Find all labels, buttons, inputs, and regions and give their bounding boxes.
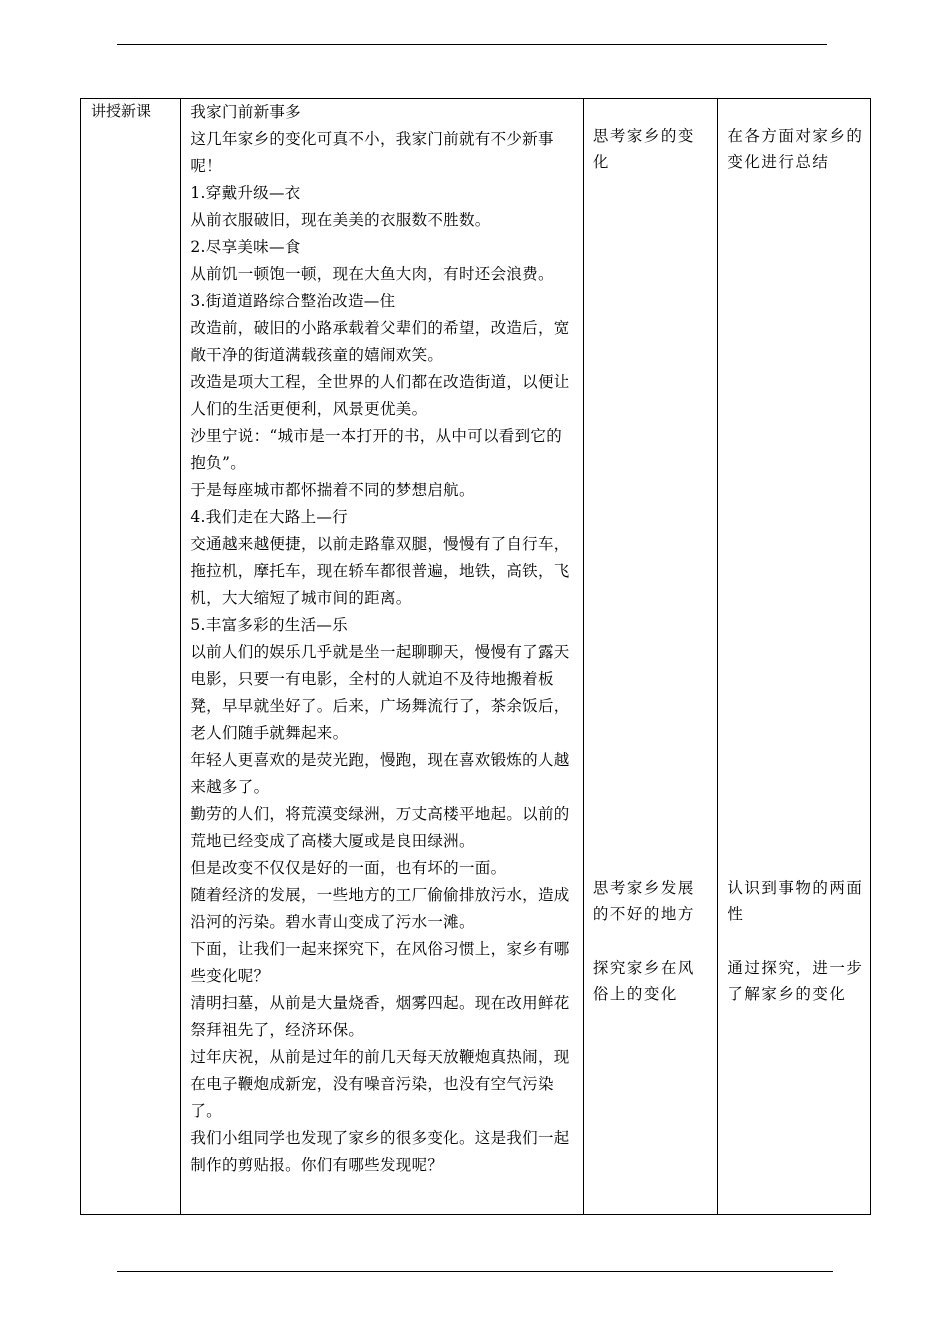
stage-label: 讲授新课 <box>91 102 152 120</box>
lesson-table <box>80 98 871 1215</box>
content-paragraph: 交通越来越便捷，以前走路靠双腿，慢慢有了自行车，拖拉机，摩托车，现在轿车都很普遍，地铁，高铁，飞机，大大缩短了城市间的距离。 <box>190 535 570 607</box>
stage-cell <box>81 99 181 1215</box>
student-activity-note: 思考家乡发展的不好的地方 <box>592 879 695 923</box>
student-activity-note: 思考家乡的变化 <box>592 127 695 171</box>
student-activity-note: 探究家乡在风俗上的变化 <box>592 959 695 1003</box>
footer-rule <box>117 1271 833 1272</box>
header-rule <box>117 44 827 45</box>
content-heading: 4.我们走在大路上—行 <box>190 508 348 526</box>
student-activity-cell <box>583 99 718 1215</box>
content-paragraph: 改造是项大工程，全世界的人们都在改造街道，以便让人们的生活更便利，风景更优美。 <box>190 373 570 418</box>
content-paragraph: 年轻人更喜欢的是荧光跑，慢跑，现在喜欢锻炼的人越来越多了。 <box>190 751 570 796</box>
design-intent-cell <box>718 99 871 1215</box>
table-row <box>81 99 871 1215</box>
content-cell <box>181 99 584 1215</box>
design-intent-note: 认识到事物的两面性 <box>727 879 864 923</box>
content-paragraph: 随着经济的发展，一些地方的工厂偷偷排放污水，造成沿河的污染。碧水青山变成了污水一滩。 <box>190 886 570 931</box>
content-paragraph: 清明扫墓，从前是大量烧香，烟雾四起。现在改用鲜花祭拜祖先了，经济环保。 <box>190 994 570 1039</box>
content-heading: 2.尽享美味—食 <box>190 238 301 256</box>
content-paragraph: 以前人们的娱乐几乎就是坐一起聊聊天，慢慢有了露天电影，只要一有电影，全村的人就迫不及待地搬着板凳，早早就坐好了。后来，广场舞流行了，茶余饭后，老人们随手就舞起来。 <box>190 643 570 742</box>
content-paragraph: 从前饥一顿饱一顿，现在大鱼大肉，有时还会浪费。 <box>190 265 554 283</box>
content-title: 我家门前新事多 <box>190 103 301 121</box>
content-paragraph: 我们小组同学也发现了家乡的很多变化。这是我们一起制作的剪贴报。你们有哪些发现呢？ <box>190 1129 570 1174</box>
content-paragraph: 于是每座城市都怀揣着不同的梦想启航。 <box>190 481 475 499</box>
content-paragraph: 但是改变不仅仅是好的一面，也有坏的一面。 <box>190 859 507 877</box>
content-heading: 3.街道道路综合整治改造—住 <box>190 292 396 310</box>
content-paragraph: 下面，让我们一起来探究下，在风俗习惯上，家乡有哪些变化呢？ <box>190 940 570 985</box>
content-paragraph: 勤劳的人们，将荒漠变绿洲，万丈高楼平地起。以前的荒地已经变成了高楼大厦或是良田绿洲。 <box>190 805 570 850</box>
design-intent-note: 通过探究，进一步了解家乡的变化 <box>727 959 864 1003</box>
content-paragraph: 过年庆祝，从前是过年的前几天每天放鞭炮真热闹，现在电子鞭炮成新宠，没有噪音污染，也没有空气污染了。 <box>190 1048 570 1120</box>
content-heading: 5.丰富多彩的生活—乐 <box>190 616 348 634</box>
content-paragraph: 改造前，破旧的小路承载着父辈们的希望，改造后，宽敞干净的街道满载孩童的嬉闹欢笑。 <box>190 319 570 364</box>
content-paragraph: 沙里宁说：“城市是一本打开的书，从中可以看到它的抱负”。 <box>190 427 563 472</box>
content-paragraph: 这几年家乡的变化可真不小，我家门前就有不少新事呢！ <box>190 130 554 175</box>
content-paragraph: 从前衣服破旧，现在美美的衣服数不胜数。 <box>190 211 491 229</box>
content-heading: 1.穿戴升级—衣 <box>190 184 301 202</box>
design-intent-note: 在各方面对家乡的变化进行总结 <box>727 127 864 171</box>
